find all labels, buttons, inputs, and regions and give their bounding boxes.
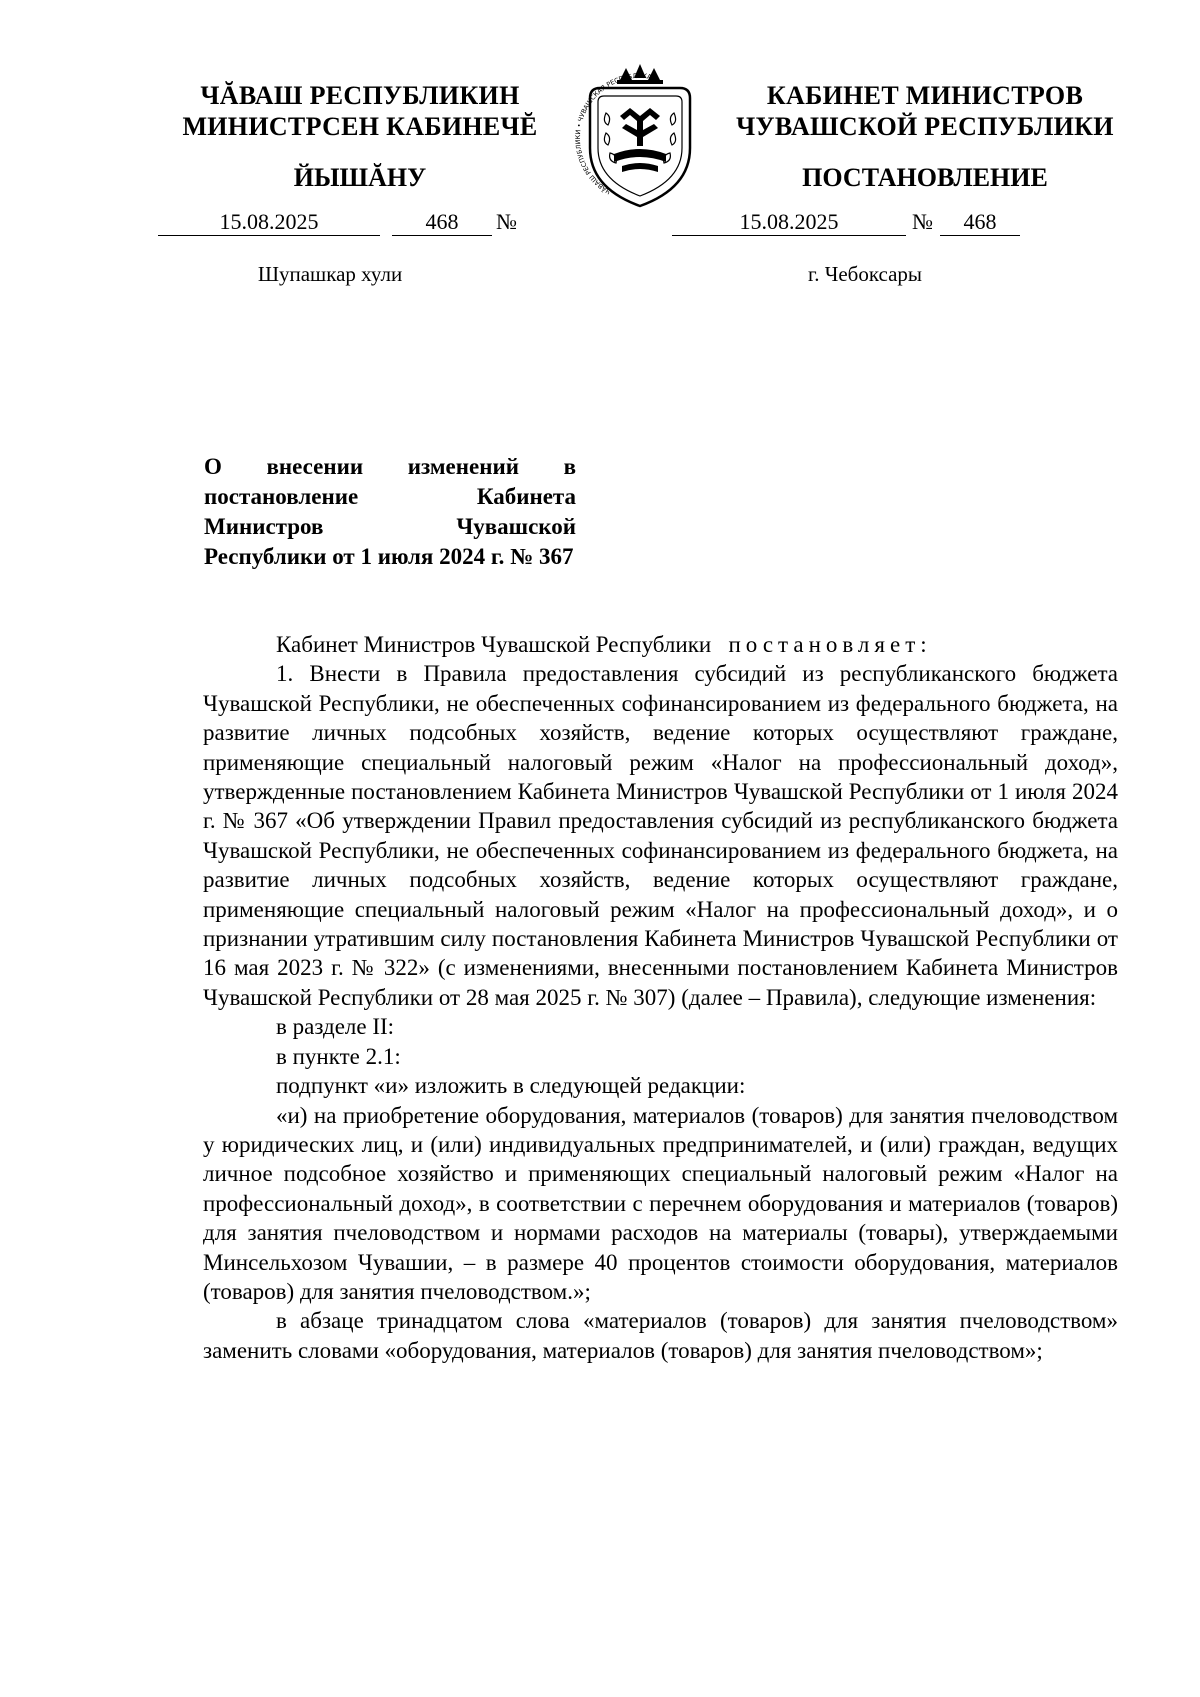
preamble-main: Кабинет Министров Чувашской Республики [276,632,712,657]
paragraph-4: подпункт «и» изложить в следующей редакции: [276,1073,746,1099]
paragraph-5: «и) на приобретение оборудования, материалов (товаров) для занятия пчеловодством у юридических лиц, и (или) индивидуальных предпринимателей, и (или) граждан, ведущих личное подсобное хозяйство и применяющих специальный налоговый режим «Налог на профессиональный доход», в соответствии с перечнем оборудования и материалов (товаров) для занятия пчеловодством и нормами расходов на материалы (товары), утверждаемыми Минсельхозом Чувашии, – в размере 40 процентов стоимости оборудования, материалов (товаров) для занятия пчеловодством.»; [203,1102,1118,1304]
paragraph-1: 1. Внести в Правила предоставления субсидий из республиканского бюджета Чувашской Республики, не обеспеченных софинансированием из федерального бюджета, на развитие личных подсобных хозяйств, ведение которых осуществляют граждане, применяющие специальный налоговый режим «Налог на профессиональный доход», утвержденные постановлением Кабинета Министров Чувашской Республики от 1 июля 2024 г. № 367 «Об утверждении Правил предоставления субсидий из республиканского бюджета Чувашской Республики, не обеспеченных софинансированием из федерального бюджета, на развитие личных подсобных хозяйств, ведение которых осуществляют граждане, применяющие специальный налоговый режим «Налог на профессиональный доход», и о признании утратившим силу постановления Кабинета Министров Чувашской Республики от 16 мая 2023 г. № 322» (с изменениями, внесенными постановлением Кабинета Министров Чувашской Республики от 28 мая 2025 г. № 307) (далее – Правила), следующие изменения: [203,661,1118,1010]
header-left-doc-type: ЙЫШĂНУ [293,163,427,192]
right-date-field: 15.08.2025 [672,208,906,236]
header-left-organization [150,80,570,142]
preamble [203,630,1118,659]
header-right-doc-type: ПОСТАНОВЛЕНИЕ [802,163,1048,192]
emblem-ring-text: ЧĂВАШ РЕСПУБЛИКИ • ЧУВАШСКАЯ РЕСПУБЛИКА [573,71,653,196]
right-city: г. Чебоксары [807,262,923,286]
left-number-field: 468 [392,208,492,236]
right-number-field: 468 [940,208,1020,236]
preamble-verb: постановляет: [728,632,932,657]
left-number-sign: № [496,209,517,234]
header-left-line2: МИНИСТРСЕН КАБИНЕЧĔ [182,112,538,141]
right-number-sign: № [912,209,933,234]
left-city: Шупашкар хули [257,262,403,286]
header-left-line1: ЧĂВАШ РЕСПУБЛИКИН [200,81,520,110]
header-right-line1: КАБИНЕТ МИНИСТРОВ [766,81,1084,110]
paragraph-6: в абзаце тринадцатом слова «материалов (товаров) для занятия пчеловодством» заменить словами «оборудования, материалов (товаров) для занятия пчеловодством»; [203,1308,1118,1363]
header-right-organization [720,80,1130,142]
paragraph-2: в разделе II: [276,1014,395,1040]
chuvash-coat-of-arms-icon [570,58,710,210]
header-right-line2: ЧУВАШСКОЙ РЕСПУБЛИКИ [736,112,1114,141]
paragraph-3: в пункте 2.1: [276,1043,401,1069]
document-subject: О внесении изменений в постановление Кабинета Министров Чувашской Республики от 1 июля 2024 г. № 367 [204,454,576,569]
document-body [203,630,1118,1365]
left-date-field: 15.08.2025 [158,208,380,236]
